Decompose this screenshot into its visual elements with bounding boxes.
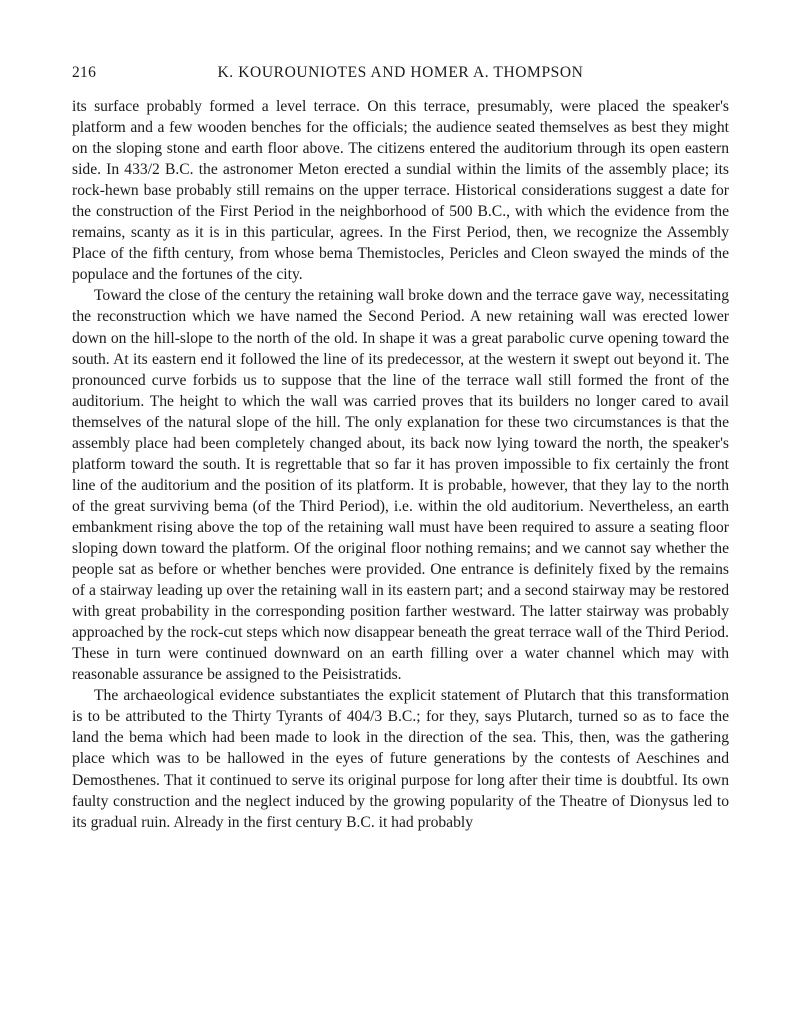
paragraph: The archaeological evidence substantiates the explicit statement of Plutarch that this transformation is to be attributed to the Thirty Tyrants of 404/3 B.C.; for they, says Plutarch, turned so as to face the land the bema which had been made to look in the direction of the sea. This, then, was the gathering place which was to be hallowed in the eyes of future generations by the contests of Aeschines and Demosthenes. That it continued to serve its original purpose for long after their time is doubtful. Its own faulty construction and the neglect induced by the growing popularity of the Theatre of Dionysus led to its gradual ruin. Already in the first century B.C. it had probably [72, 687, 729, 831]
paragraph: Toward the close of the century the retaining wall broke down and the terrace gave way, necessitating the reconstruction which we have named the Second Period. A new retaining wall was erected lower down on the hill-slope to the north of the old. In shape it was a great parabolic curve opening toward the south. At its eastern end it followed the line of its predecessor, at the western it swept out beyond it. The pronounced curve forbids us to suppose that the line of the terrace wall still formed the front of the auditorium. The height to which the wall was carried proves that its builders no longer cared to avail themselves of the natural slope of the hill. The only explanation for these two circumstances is that the assembly place had been completely changed about, its back now lying toward the north, the speaker's platform toward the south. It is regrettable that so far it has proven impossible to fix certainly the front line of the auditorium and the position of its platform. It is probable, however, that they lay to the north of the great surviving bema (of the Third Period), i.e. within the old auditorium. Nevertheless, an earth embankment rising above the top of the retaining wall must have been required to assure a seating floor sloping down toward the platform. Of the original floor nothing remains; and we cannot say whether the people sat as before or whether benches were provided. One entrance is definitely fixed by the remains of a stairway leading up over the retaining wall in its eastern part; and a second stairway may be restored with great probability in the corresponding position farther westward. The latter stairway was probably approached by the rock-cut steps which now disappear beneath the great terrace wall of the Third Period. These in turn were continued downward on an earth filling over a water channel which may with reasonable assurance be assigned to the Peisistratids. [72, 287, 729, 684]
page-number: 216 [72, 64, 97, 81]
body-text [72, 96, 729, 833]
document-page [72, 58, 729, 833]
paragraph: its surface probably formed a level terrace. On this terrace, presumably, were placed the speaker's platform and a few wooden benches for the officials; the audience seated themselves as best they might on the sloping stone and earth floor above. The citizens entered the auditorium through its open eastern side. In 433/2 B.C. the astronomer Meton erected a sundial within the limits of the assembly place; its rock-hewn base probably still remains on the upper terrace. Historical considerations suggest a date for the construction of the First Period in the neighborhood of 500 B.C., with which the evidence from the remains, scanty as it is in this particular, agrees. In the First Period, then, we recognize the Assembly Place of the fifth century, from whose bema Themistocles, Pericles and Cleon swayed the minds of the populace and the fortunes of the city. [72, 98, 729, 284]
running-title: K. KOUROUNIOTES AND HOMER A. THOMPSON [217, 64, 584, 81]
running-header [72, 58, 729, 88]
